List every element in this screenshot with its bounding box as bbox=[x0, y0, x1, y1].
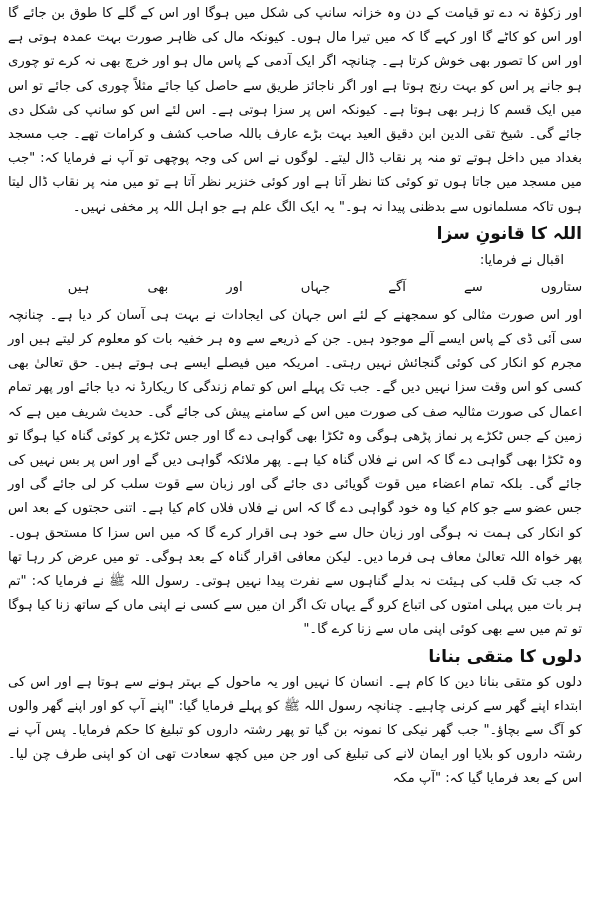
verse-word: جہاں bbox=[300, 279, 331, 295]
verse-word: ہیں bbox=[67, 279, 90, 295]
paragraph-record-of-deeds: اور اس صورت مثالی کو سمجھنے کے لئے اس جہان کی ایجادات نے بہت ہی آسان کر دیا ہے۔ چنانچہ سی آئی ڈی کے پاس ایسے آلے موجود ہیں۔ جن کے ذریعے سے وہ ہر خفیہ بات کو معلوم کر لیتے ہیں اور مجرم کو انکار کی کوئی گنجائش نہیں رہتی۔ امریکہ میں فیصلے ایسے ہی ہوتے ہیں۔ حق تعالیٰ بھی کسی کو اس وقت سزا نہیں دیں گے۔ جب تک پہلے اس کو تمام زندگی کا ریکارڈ نہ دیا جائے اور پھر تمام اعمال کی صورت مثالیہ صف کی صورت میں اس کے سامنے پیش کی جائے گی۔ حدیث شریف میں ہے کہ زمین کے جس ٹکڑے پر نماز پڑھی ہوگی وہ ٹکڑا بھی گواہی دے گا اور جس ٹکڑے پر کوئی گناہ کیا ہوگا تو وہ ٹکڑا بھی گواہی دے گا کہ اس نے فلاں گناہ کیا ہے۔ پھر ملائکہ گواہی دیں گے اور اس پر بس نہیں کی جائے گی۔ بلکہ تمام اعضاء میں قوت گویائی دی جائے گی اور زبان سے قوت سلب کر لی جائے گی اور جس عضو سے جو کام کیا وہ خود گواہی دے گا کہ اس نے فلاں فلاں کام کیا ہے۔ اتنی حجتوں کے بعد اس کو انکار کی ہمت نہ ہوگی اور زبان حال سے خود ہی اقرار کرے گا کہ میں اس سزا کا مستحق ہوں۔ پھر خواہ اللہ تعالیٰ معاف ہی فرما دیں۔ لیکن معافی اقرار گناہ کے بعد ہوگی۔ تو میں عرض کر رہا تھا کہ جب تک قلب کی ہیئت نہ بدلے گناہوں سے نفرت پیدا نہیں ہوتی۔ رسول اللہ ﷺ نے فرمایا کہ: "تم ہر بات میں پہلی امتوں کی اتباع کرو گے یہاں تک اگر ان میں سے کسی نے اپنی ماں کے ساتھ زنا کیا ہوگا تو تم میں سے بھی کوئی اپنی ماں سے زنا کرے گا۔" bbox=[8, 307, 582, 638]
paragraph-piety: دلوں کو متقی بنانا دین کا کام ہے۔ انسان کا نہیں اور یہ ماحول کے بہتر ہونے سے ہوتا ہے اور اس کی ابتداء اپنے گھر سے کرنی چاہیے۔ چنانچہ رسول اللہ ﷺ کو پہلے فرمایا گیا: "اپنے آپ کو اور اپنے گھر والوں کو آگ سے بچاؤ۔" جب گھر نیکی کا نمونہ بن گیا تو پھر رشتہ داروں کو تبلیغ کا حکم فرمایا۔ پس آپ نے رشتہ داروں کو بلایا اور ایمان لانے کی تبلیغ کی اور جن میں کچھ سعادت تھی ان کو اپنی طرف چن لیا۔ اس کے بعد فرمایا گیا کہ: "آپ مکہ bbox=[8, 674, 582, 787]
verse-word: سے bbox=[463, 279, 483, 295]
verse-word: بھی bbox=[147, 279, 169, 295]
iqbal-quote-label: اقبال نے فرمایا: bbox=[479, 252, 564, 268]
heading-making-hearts-pious: دلوں کا متقی بنانا bbox=[428, 646, 582, 667]
verse-word: ستاروں bbox=[540, 279, 583, 295]
poetry-verse bbox=[8, 274, 582, 302]
verse-word: اور bbox=[226, 279, 243, 295]
heading-divine-law: اللہ کا قانونِ سزا bbox=[436, 223, 582, 244]
verse-word: آگے bbox=[388, 279, 406, 295]
paragraph-zakat: اور زکوٰۃ نہ دے تو قیامت کے دن وہ خزانہ سانپ کی شکل میں ہوگا اور اس کے گلے کا طوق بن جائے گا اور اس کو کاٹے گا اور کہے گا کہ میں تیرا مال ہوں۔ کیونکہ مال کی ظاہر صورت بہت عمدہ ہوتی ہے اور اس کا تصور بھی خوش کرتا ہے۔ چنانچہ اگر ایک آدمی کے پاس مال ہو اور خرچ بھی نہ کرے تو چوری ہو جانے پر اس کو بہت رنج ہوتا ہے اور اگر ناجائز طریق سے حاصل کیا جائے مثلاً چوری کی جائے تو اس میں ایک قسم کا زہر بھی ہوتا ہے۔ کیونکہ اس پر سزا ہوتی ہے۔ اس لئے اس کو سانپ کی شکل دی جائے گی۔ شیخ تقی الدین ابن دقیق العید بہت بڑے عارف باللہ صاحب کشف و کرامات تھے۔ جب مسجد بغداد میں داخل ہوتے تو منہ پر نقاب ڈال لیتے۔ لوگوں نے اس کی وجہ پوچھی تو آپ نے فرمایا کہ: "جب میں مسجد میں جاتا ہوں تو کوئی کتا نظر آتا ہے اور کوئی خنزیر نظر آتا ہے تو میں منہ پر نقاب ڈال لیتا ہوں تاکہ مسلمانوں سے بدظنی پیدا نہ ہو۔" یہ ایک الگ علم ہے جو اہل اللہ پر مخفی نہیں۔ bbox=[8, 6, 582, 215]
